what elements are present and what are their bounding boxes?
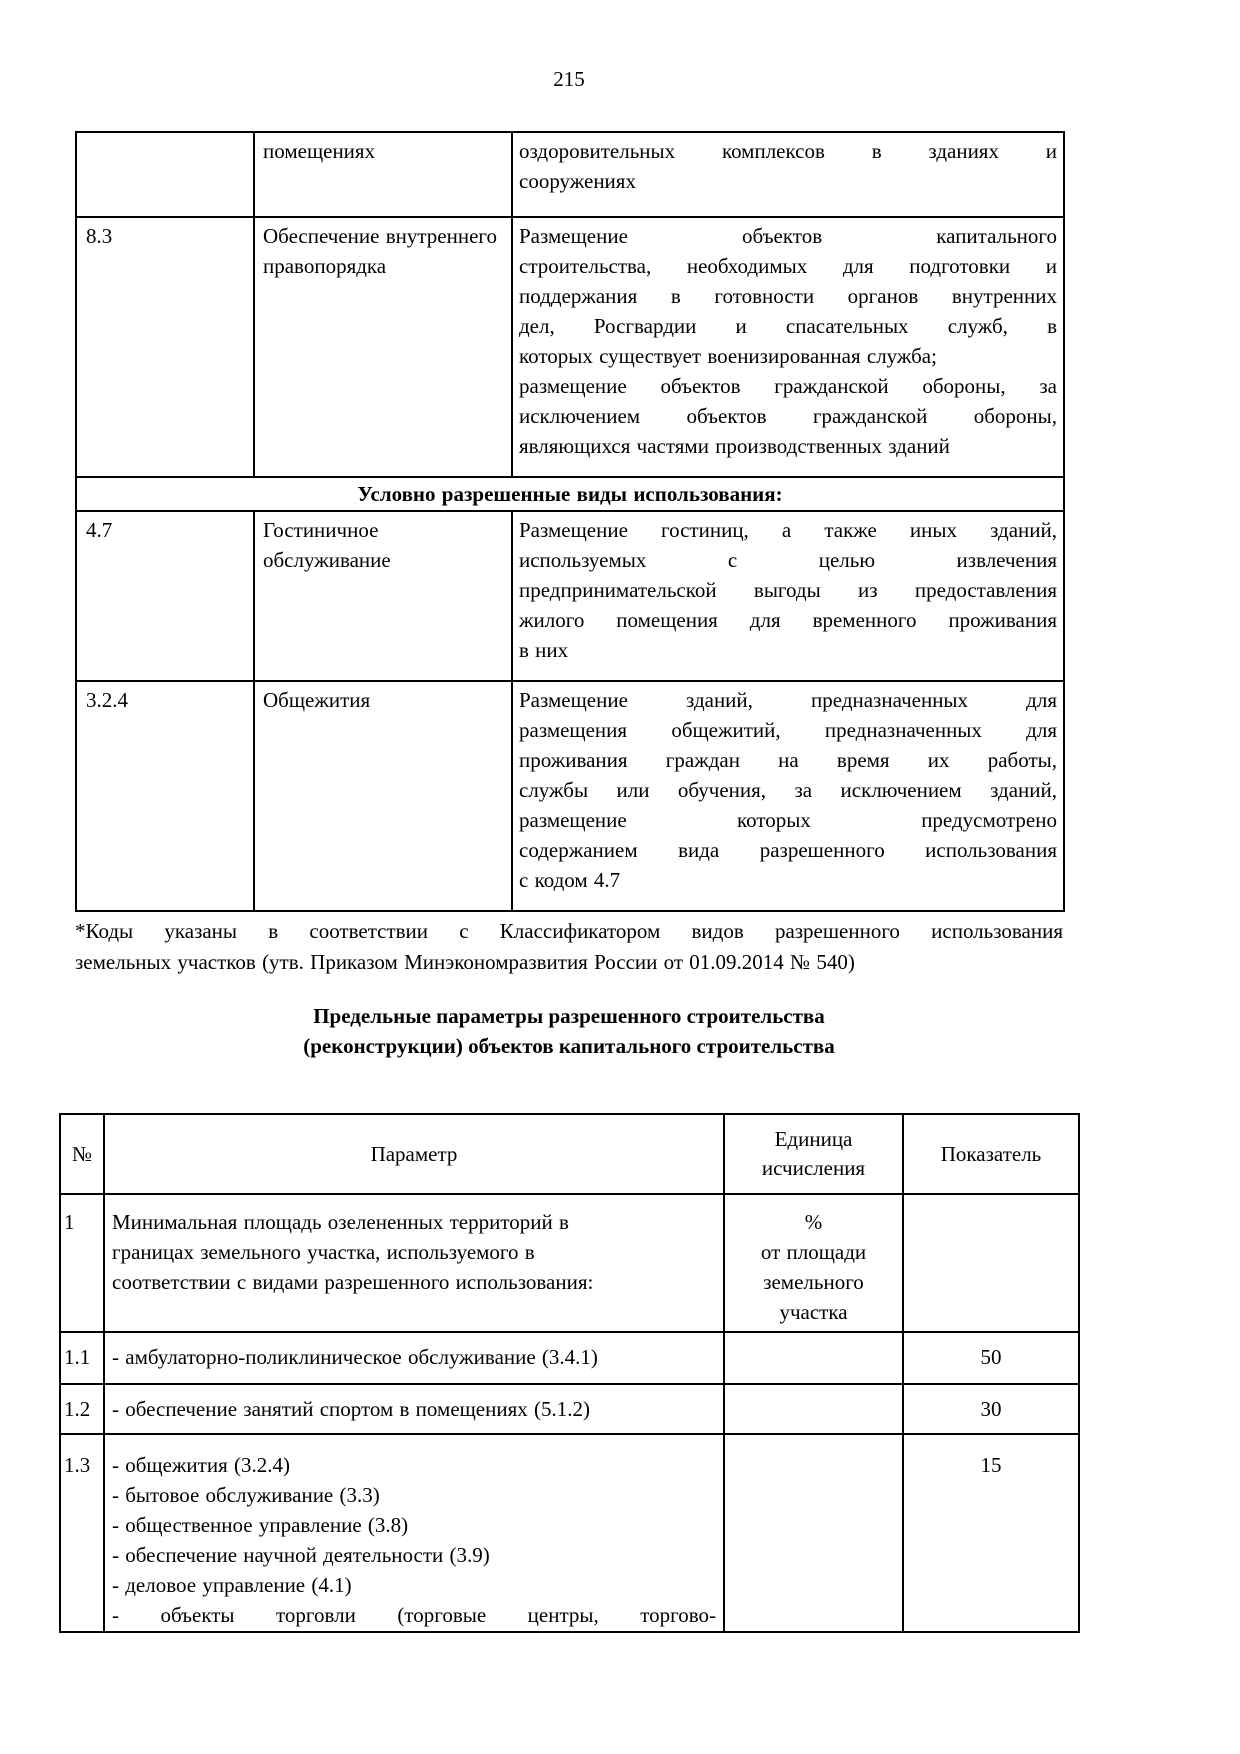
use-name-cell: Гостиничное обслуживание — [254, 511, 512, 681]
use-name-cell: Общежития — [254, 681, 512, 911]
section-header: Условно разрешенные виды использования: — [76, 477, 1064, 511]
unit-cell — [724, 1332, 903, 1384]
text-line: с кодом 4.7 — [519, 868, 621, 892]
value-cell — [903, 1194, 1079, 1332]
building-parameters-table — [59, 1113, 1080, 1633]
unit-cell — [724, 1384, 903, 1434]
text-line: жилого помещения для временного проживания — [519, 608, 1057, 632]
footnote — [75, 916, 1063, 978]
table-header-row — [60, 1114, 1079, 1194]
permitted-uses-table — [75, 131, 1065, 912]
heading-line: (реконструкции) объектов капитального строительства — [303, 1034, 835, 1058]
text-line: размещение которых предусмотрено — [519, 808, 1057, 832]
text-line: строительства, необходимых для подготовки и — [519, 254, 1057, 278]
row-number-cell: 1.2 — [60, 1384, 104, 1434]
text-line: поддержания в готовности органов внутренних — [519, 284, 1057, 308]
section-header-row — [76, 477, 1064, 511]
table-row — [76, 132, 1064, 217]
text-line: размещение объектов гражданской обороны, за — [519, 374, 1057, 398]
text-line: - обеспечение научной деятельности (3.9) — [112, 1543, 490, 1567]
text-line: - объекты торговли (торговые центры, торгово- — [112, 1603, 716, 1627]
unit-cell — [724, 1194, 903, 1332]
table-row — [60, 1332, 1079, 1384]
footnote-line: *Коды указаны в соответствии с Классификатором видов разрешенного использования — [75, 919, 1063, 943]
use-description-cell — [512, 681, 1064, 911]
row-number-cell: 1 — [60, 1194, 104, 1332]
use-description-cell — [512, 217, 1064, 477]
parameter-cell: - обеспечение занятий спортом в помещениях (5.1.2) — [104, 1384, 724, 1434]
text-line: земельного — [763, 1270, 864, 1294]
parameter-cell — [104, 1434, 724, 1632]
text-line: Единица — [774, 1127, 853, 1151]
use-description-cell — [512, 132, 1064, 217]
text-line: участка — [779, 1300, 848, 1324]
column-header-num: № — [60, 1114, 104, 1194]
value-cell: 15 — [903, 1434, 1079, 1632]
text-line: - бытовое обслуживание (3.3) — [112, 1483, 380, 1507]
use-code-cell: 4.7 — [76, 511, 254, 681]
parameter-cell — [104, 1194, 724, 1332]
page-number: 215 — [553, 67, 585, 91]
table-row — [76, 217, 1064, 477]
use-code-cell — [76, 132, 254, 217]
text-line: Размещение гостиниц, а также иных зданий, — [519, 518, 1057, 542]
table-row — [60, 1194, 1079, 1332]
use-name-cell: Обеспечение внутреннего правопорядка — [254, 217, 512, 477]
unit-cell — [724, 1434, 903, 1632]
text-line: Размещение зданий, предназначенных для — [519, 688, 1057, 712]
value-cell: 50 — [903, 1332, 1079, 1384]
text-line: от площади — [760, 1240, 867, 1264]
footnote-line: земельных участков (утв. Приказом Минэкономразвития России от 01.09.2014 № 540) — [75, 950, 855, 974]
column-header-param: Параметр — [104, 1114, 724, 1194]
text-line: сооружениях — [519, 169, 636, 193]
row-number-cell: 1.1 — [60, 1332, 104, 1384]
text-line: дел, Росгвардии и спасательных служб, в — [519, 314, 1057, 338]
text-line: содержанием вида разрешенного использования — [519, 838, 1057, 862]
use-code-cell: 8.3 — [76, 217, 254, 477]
table-row — [76, 511, 1064, 681]
text-line: в них — [519, 638, 569, 662]
value-cell: 30 — [903, 1384, 1079, 1434]
text-line: службы или обучения, за исключением зданий, — [519, 778, 1057, 802]
text-line: размещения общежитий, предназначенных для — [519, 718, 1057, 742]
text-line: предпринимательской выгоды из предоставления — [519, 578, 1057, 602]
text-line: Минимальная площадь озелененных территорий в — [112, 1210, 569, 1234]
table-row — [76, 681, 1064, 911]
text-line: - общежития (3.2.4) — [112, 1453, 290, 1477]
column-header-unit — [724, 1114, 903, 1194]
text-line: соответствии с видами разрешенного использования: — [112, 1270, 594, 1294]
table-row — [60, 1384, 1079, 1434]
text-line: проживания граждан на время их работы, — [519, 748, 1057, 772]
row-number-cell: 1.3 — [60, 1434, 104, 1632]
text-line: % — [804, 1210, 823, 1234]
use-name-cell: помещениях — [254, 132, 512, 217]
text-line: - деловое управление (4.1) — [112, 1573, 352, 1597]
text-line: Размещение объектов капитального — [519, 224, 1057, 248]
text-line: оздоровительных комплексов в зданиях и — [519, 139, 1057, 163]
text-line: - общественное управление (3.8) — [112, 1513, 409, 1537]
text-line: исключением объектов гражданской обороны, — [519, 404, 1057, 428]
text-line: используемых с целью извлечения — [519, 548, 1057, 572]
heading-line: Предельные параметры разрешенного строительства — [313, 1004, 825, 1028]
table-row — [60, 1434, 1079, 1632]
text-line: которых существует военизированная служба; — [519, 344, 937, 368]
use-description-cell — [512, 511, 1064, 681]
section-heading — [75, 1001, 1063, 1061]
text-line: границах земельного участка, используемого в — [112, 1240, 535, 1264]
text-line: исчисления — [761, 1156, 866, 1180]
column-header-value: Показатель — [903, 1114, 1079, 1194]
text-line: являющихся частями производственных зданий — [519, 434, 950, 458]
parameter-cell: - амбулаторно-поликлиническое обслуживание (3.4.1) — [104, 1332, 724, 1384]
use-code-cell: 3.2.4 — [76, 681, 254, 911]
